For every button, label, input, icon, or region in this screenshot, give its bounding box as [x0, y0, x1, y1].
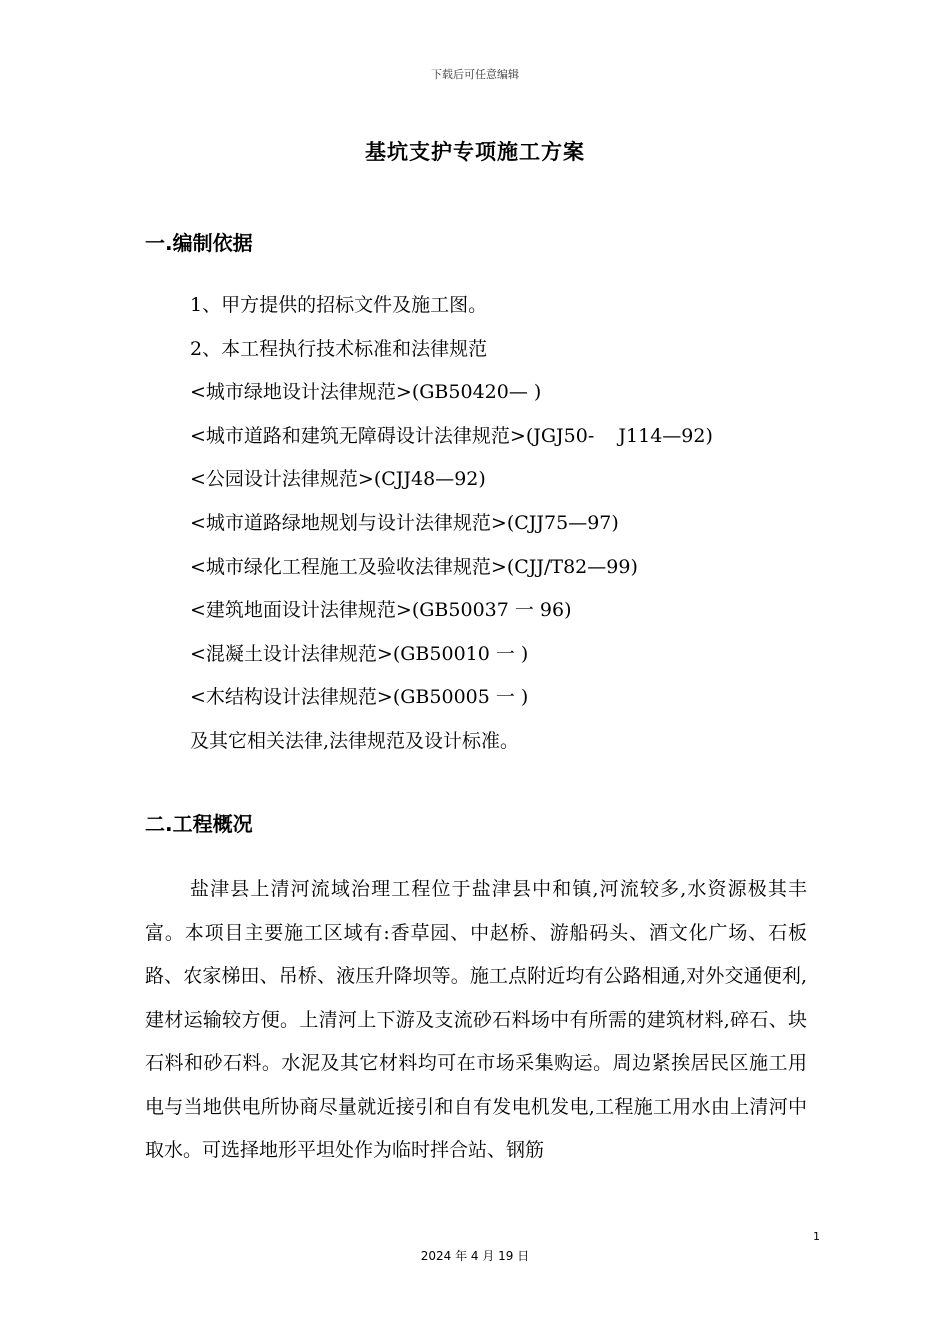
document-title: 基坑支护专项施工方案	[365, 140, 585, 164]
list-item: <公园设计法律规范>(CJJ48—92)	[190, 468, 486, 491]
list-item: <城市绿地设计法律规范>(GB50420— )	[190, 381, 542, 404]
list-item: <混凝土设计法律规范>(GB50010 一 )	[190, 642, 529, 665]
list-item: 及其它相关法律,法律规范及设计标准。	[190, 729, 520, 752]
list-item: <木结构设计法律规范>(GB50005 一 )	[190, 686, 529, 709]
overview-paragraph: 盐津县上清河流域治理工程位于盐津县中和镇,河流较多,水资源极其丰富。本项目主要施工区域有:香草园、中赵桥、游船码头、酒文化广场、石板路、农家梯田、吊桥、液压升降坝等。施工点附近均有公路相通,对外交通便利,建材运输较方便。上清河上下游及支流砂石料场中有所需的建筑材料,碎石、块石料和砂石料。水泥及其它材料均可在市场采集购运。周边紧挨居民区施工用电与当地供电所协商尽量就近接引和自有发电机发电,工程施工用水由上清河中取水。可选择地形平坦处作为临时拌合站、钢筋	[145, 878, 807, 1161]
page-number: 1	[813, 1230, 820, 1243]
list-item: <城市道路绿地规划与设计法律规范>(CJJ75—97)	[190, 511, 619, 534]
list-item: <城市道路和建筑无障碍设计法律规范>(JGJ50- J114—92)	[190, 424, 713, 447]
list-item: <建筑地面设计法律规范>(GB50037 一 96)	[190, 599, 572, 622]
header-note: 下载后可任意编辑	[431, 68, 519, 81]
list-item: <城市绿化工程施工及验收法律规范>(CJJ/T82—99)	[190, 555, 638, 578]
section-heading-overview: 二.工程概况	[145, 812, 253, 836]
basis-list	[190, 290, 830, 770]
list-item: 2、本工程执行技术标准和法律规范	[190, 337, 488, 360]
footer-date: 2024 年 4 月 19 日	[420, 1249, 530, 1263]
list-item: 1、甲方提供的招标文件及施工图。	[190, 294, 488, 316]
section-heading-basis: 一.编制依据	[145, 231, 253, 255]
